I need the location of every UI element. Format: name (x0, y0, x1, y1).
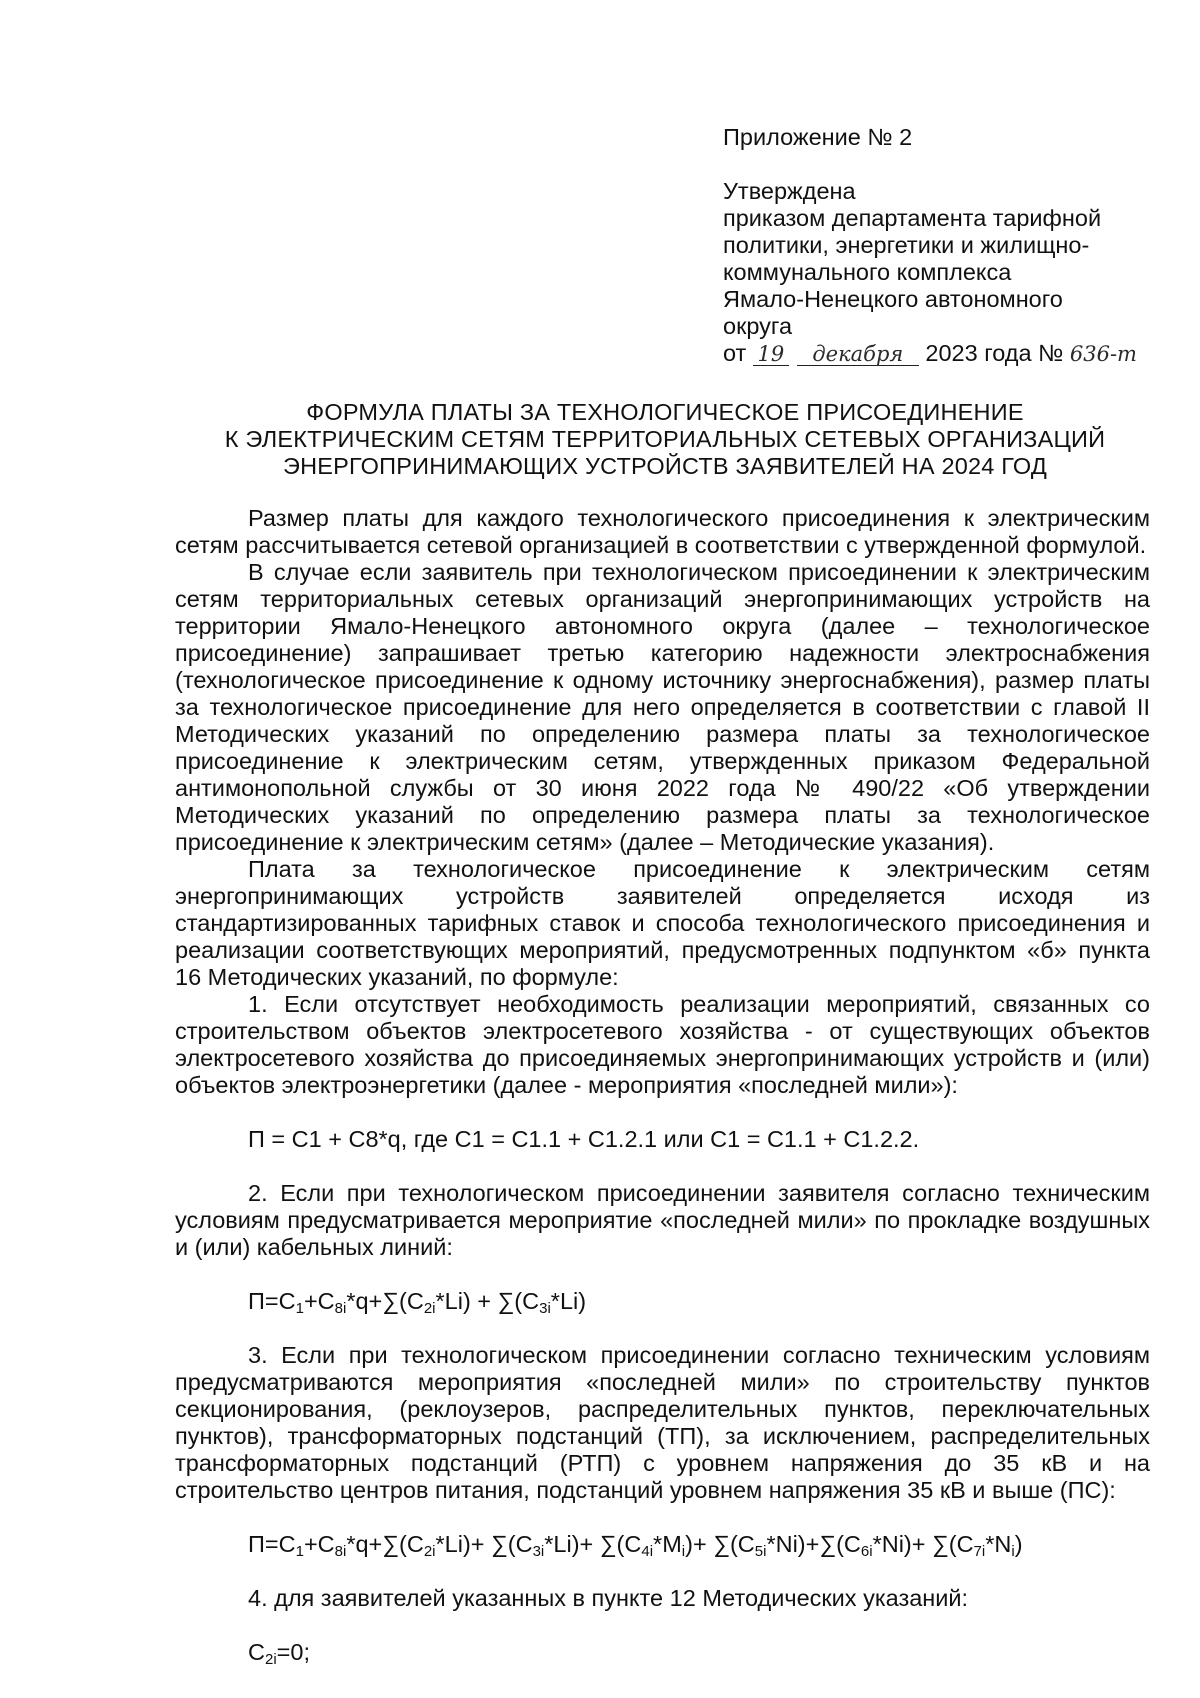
paragraph-fee-size: Размер платы для каждого технологического присоединения к электрическим сетям рассчитывается сетевой организацией в соответствии с утвержденной формулой. (175, 505, 1150, 558)
document-body (175, 505, 1150, 1666)
approval-block (723, 124, 1143, 367)
paragraph-case-3: 3. Если при технологическом присоединении согласно техническим условиям предусматриваются мероприятия «последней мили» по строительству пунктов секционирования, (реклоузеров, распределительных пунктов, переключательных пунктов), трансформаторных подстанций (ТП), за исключением, распределительных трансформаторных подстанций (РТП) с уровнем напряжения до 35 кВ и на строительство центров питания, подстанций уровнем напряжения 35 кВ и выше (ПС): (175, 1342, 1150, 1503)
paragraph-fee-basis: Плата за технологическое присоединение к электрическим сетям энергопринимающих устройств заявителей определяется исходя из стандартизированных тарифных ставок и способа технологического присоединения и реализации соответствующих мероприятий, предусмотренных подпунктом «б» пункта 16 Методических указаний, по формуле: (175, 856, 1150, 990)
handwritten-day: 19 (753, 343, 789, 366)
formula-1: П = С1 + С8*q, где С1 = С1.1 + С1.2.1 или С1 = С1.1 + С1.2.2. (248, 1126, 920, 1152)
title-line-3: ЭНЕРГОПРИНИМАЮЩИХ УСТРОЙСТВ ЗАЯВИТЕЛЕЙ НА 2024 ГОД (283, 453, 1047, 479)
title-line-2: К ЭЛЕКТРИЧЕСКИМ СЕТЯМ ТЕРРИТОРИАЛЬНЫХ СЕТЕВЫХ ОРГАНИЗАЦИЙ (224, 426, 1106, 452)
paragraph-case-4: 4. для заявителей указанных в пункте 12 Методических указаний: (248, 1585, 969, 1611)
approval-line-5: округа (723, 313, 793, 339)
handwritten-month: декабря (797, 343, 919, 366)
handwritten-order-number: 636-т (1069, 342, 1137, 366)
approval-date-line (723, 340, 1143, 367)
formula-2: $П=С_1+С_{8i}*q+\sum(С_{2i}*Li) + \sum(С_{3i}*Li)$ (248, 1288, 587, 1317)
formula-4: $С_{2i}=0$; (248, 1639, 310, 1668)
date-prefix: от (723, 340, 747, 366)
formula-3: $П=С_1+С_{8i}*q+\sum(С_{2i}*Li)+ \sum(С_{3i}*Li)+ \sum(С_{4i}*M_i)+ \sum(С_{5i}*Ni)+\sum(С_{6i}*Ni)+ \sum(С_{7i}*N_i)$ (248, 1531, 1023, 1560)
document-title (120, 399, 1200, 480)
approval-line-2: политики, энергетики и жилищно- (723, 232, 1090, 258)
paragraph-case-2: 2. Если при технологическом присоединении заявителя согласно техническим условиям предусматривается мероприятие «последней мили» по прокладке воздушных и (или) кабельных линий: (175, 1180, 1150, 1260)
approval-line-1: приказом департамента тарифной (723, 205, 1102, 231)
title-line-1: ФОРМУЛА ПЛАТЫ ЗА ТЕХНОЛОГИЧЕСКОЕ ПРИСОЕДИНЕНИЕ (306, 399, 1024, 425)
date-year-text: 2023 года № (925, 340, 1064, 366)
approval-line-4: Ямало-Ненецкого автономного (723, 286, 1063, 312)
paragraph-case-1: 1. Если отсутствует необходимость реализации мероприятий, связанных со строительством объектов электросетевого хозяйства - от существующих объектов электросетевого хозяйства до присоединяемых энергопринимающих устройств и (или) объектов электроэнергетики (далее - мероприятия «последней мили»): (175, 991, 1150, 1098)
paragraph-third-category: В случае если заявитель при технологическом присоединении к электрическим сетям территориальных сетевых организаций энергопринимающих устройств на территории Ямало-Ненецкого автономного округа (далее – технологическое присоединение) запрашивает третью категорию надежности электроснабжения (технологическое присоединение к одному источнику энергоснабжения), размер платы за технологическое присоединение для него определяется в соответствии с главой II Методических указаний по определению размера платы за технологическое присоединение к электрическим сетям, утвержденных приказом Федеральной антимонопольной службы от 30 июня 2022 года № 490/22 «Об утверждении Методических указаний по определению размера платы за технологическое присоединение к электрическим сетям» (далее – Методические указания). (175, 559, 1150, 855)
approved-label: Утверждена (723, 178, 856, 204)
appendix-label: Приложение № 2 (723, 124, 913, 150)
approval-line-3: коммунального комплекса (723, 259, 1012, 285)
